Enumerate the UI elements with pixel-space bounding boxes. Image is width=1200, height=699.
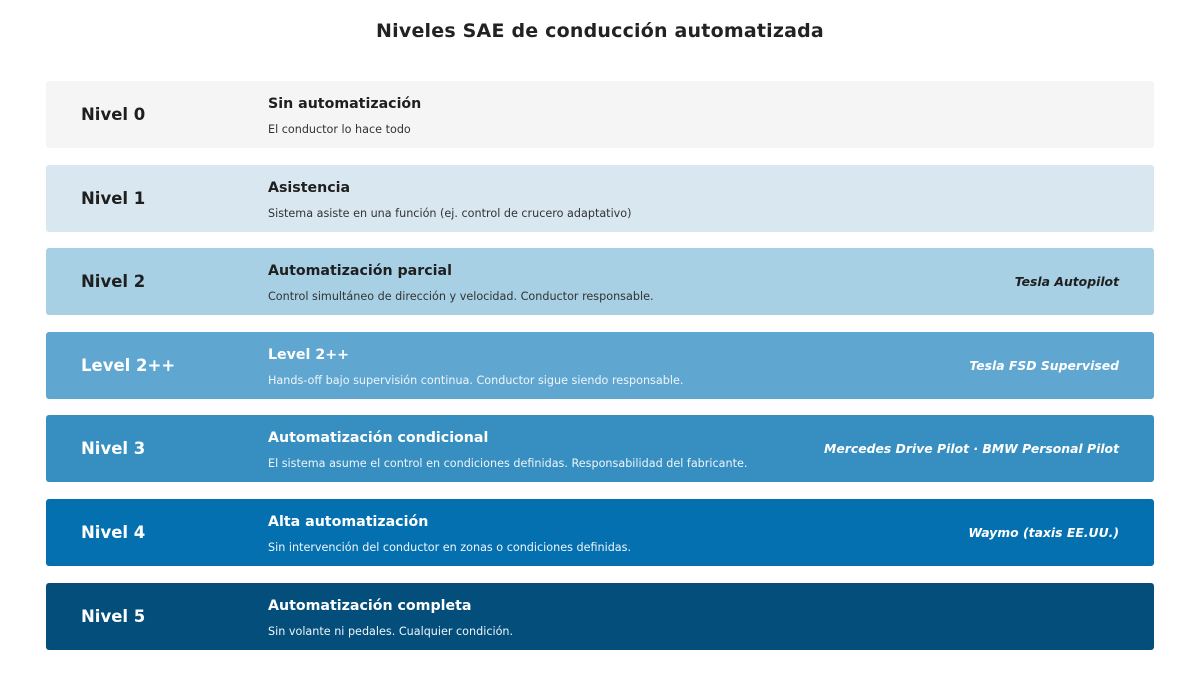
- level-description: Control simultáneo de dirección y velocidad. Conductor responsable.: [268, 290, 654, 304]
- level-heading: Level 2++: [268, 346, 349, 363]
- level-row-0: [46, 81, 1154, 148]
- level-row-5: [46, 583, 1154, 650]
- level-name: Nivel 2: [81, 272, 146, 292]
- level-name: Level 2++: [81, 355, 176, 375]
- level-row-1: [46, 165, 1154, 232]
- level-example: Tesla FSD Supervised: [969, 357, 1119, 373]
- level-heading: Sin automatización: [268, 96, 422, 112]
- level-name: Nivel 0: [81, 105, 146, 124]
- level-example: Tesla Autopilot: [1014, 274, 1119, 290]
- level-heading: Automatización completa: [268, 597, 472, 614]
- level-description: El sistema asume el control en condiciones definidas. Responsabilidad del fabricante.: [268, 457, 748, 471]
- level-heading: Alta automatización: [268, 513, 429, 530]
- level-description: Sistema asiste en una función (ej. control de crucero adaptativo): [268, 206, 632, 220]
- levels-list: [46, 81, 1154, 666]
- level-description: Sin intervención del conductor en zonas o condiciones definidas.: [268, 540, 632, 554]
- level-description: Sin volante ni pedales. Cualquier condición.: [268, 624, 514, 638]
- page-title: Niveles SAE de conducción automatizada: [376, 20, 824, 42]
- level-name: Nivel 1: [81, 188, 146, 208]
- level-heading: Automatización condicional: [268, 430, 489, 447]
- level-name: Nivel 4: [81, 522, 146, 542]
- level-name: Nivel 3: [81, 439, 146, 459]
- level-name: Nivel 5: [81, 606, 146, 626]
- level-row-2: [46, 248, 1154, 315]
- level-row-2pp: [46, 332, 1154, 399]
- level-heading: Asistencia: [268, 179, 351, 196]
- level-example: Waymo (taxis EE.UU.): [968, 524, 1119, 540]
- level-row-4: [46, 499, 1154, 566]
- level-row-3: [46, 415, 1154, 482]
- level-heading: Automatización parcial: [268, 263, 452, 280]
- level-example: Mercedes Drive Pilot · BMW Personal Pilot: [824, 441, 1119, 457]
- level-description: El conductor lo hace todo: [268, 123, 411, 136]
- level-description: Hands-off bajo supervisión continua. Conductor sigue siendo responsable.: [268, 373, 684, 387]
